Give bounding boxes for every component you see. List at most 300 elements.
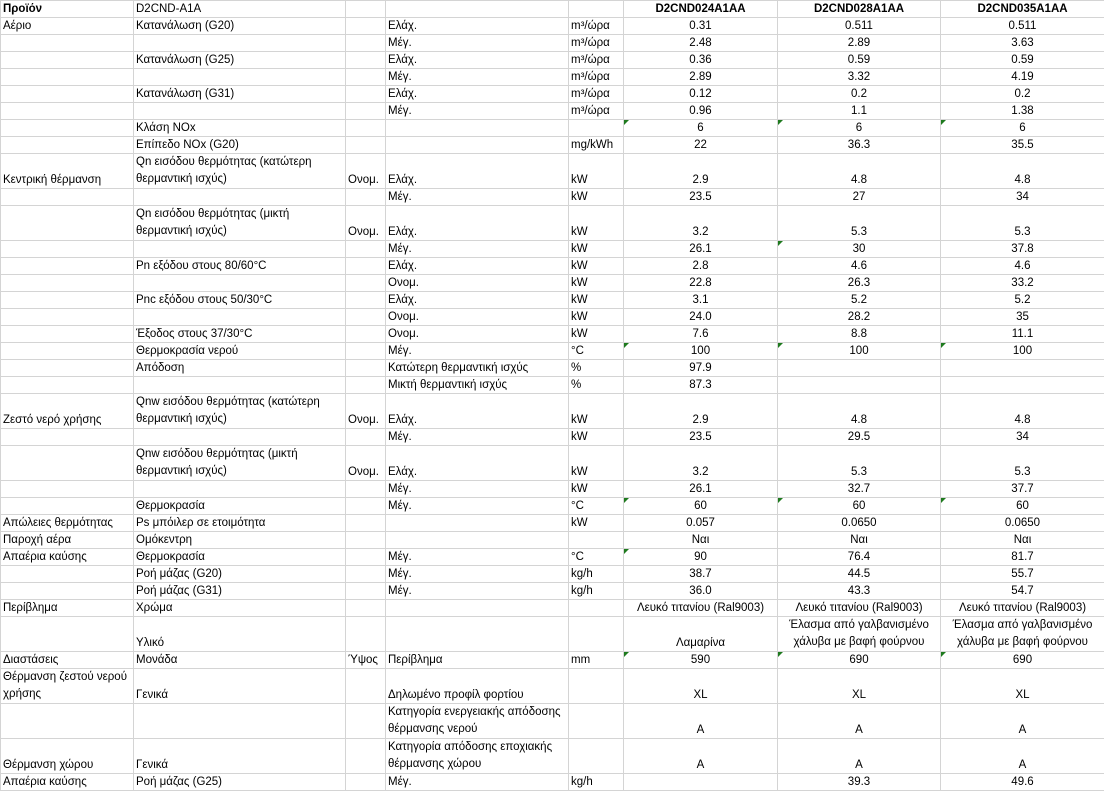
- table-cell[interactable]: 38.7: [624, 566, 778, 583]
- table-cell[interactable]: Έξοδος στους 37/30°C: [134, 326, 346, 343]
- table-cell[interactable]: [346, 549, 386, 566]
- table-cell[interactable]: [346, 275, 386, 292]
- table-cell[interactable]: [1, 498, 134, 515]
- table-cell[interactable]: 37.7: [941, 481, 1104, 498]
- table-cell[interactable]: 0.511: [941, 18, 1104, 35]
- table-cell[interactable]: Κατώτερη θερμαντική ισχύς: [386, 360, 569, 377]
- table-cell[interactable]: kg/h: [569, 774, 624, 791]
- table-cell[interactable]: Θερμοκρασία: [134, 549, 346, 566]
- table-cell[interactable]: Απόδοση: [134, 360, 346, 377]
- table-cell[interactable]: 35.5: [941, 137, 1104, 154]
- table-cell[interactable]: [346, 189, 386, 206]
- table-cell[interactable]: [1, 189, 134, 206]
- table-cell[interactable]: [1, 206, 134, 241]
- table-cell[interactable]: D2CND035A1AA: [941, 1, 1104, 18]
- table-cell[interactable]: [569, 617, 624, 652]
- table-cell[interactable]: m³/ώρα: [569, 86, 624, 103]
- table-cell[interactable]: Μικτή θερμαντική ισχύς: [386, 377, 569, 394]
- table-cell[interactable]: [778, 360, 941, 377]
- table-cell[interactable]: Μέγ.: [386, 583, 569, 600]
- table-cell[interactable]: [346, 1, 386, 18]
- table-cell[interactable]: Γενικά: [134, 739, 346, 774]
- table-cell[interactable]: Περίβλημα: [1, 600, 134, 617]
- table-cell[interactable]: %: [569, 360, 624, 377]
- table-cell[interactable]: Λαμαρίνα: [624, 617, 778, 652]
- table-cell[interactable]: Pn εξόδου στους 80/60°C: [134, 258, 346, 275]
- table-cell[interactable]: [134, 481, 346, 498]
- table-cell[interactable]: [1, 86, 134, 103]
- table-cell[interactable]: [346, 241, 386, 258]
- table-cell[interactable]: 36.0: [624, 583, 778, 600]
- table-cell[interactable]: [569, 739, 624, 774]
- table-cell[interactable]: [941, 360, 1104, 377]
- table-cell[interactable]: Κατανάλωση (G31): [134, 86, 346, 103]
- table-cell[interactable]: Λευκό τιτανίου (Ral9003): [778, 600, 941, 617]
- table-cell[interactable]: 34: [941, 429, 1104, 446]
- table-cell[interactable]: [346, 103, 386, 120]
- table-cell[interactable]: 5.3: [778, 446, 941, 481]
- table-cell[interactable]: [346, 583, 386, 600]
- table-cell[interactable]: kg/h: [569, 583, 624, 600]
- table-cell[interactable]: [346, 326, 386, 343]
- table-cell[interactable]: 5.2: [941, 292, 1104, 309]
- table-cell[interactable]: Δηλωμένο προφίλ φορτίου: [386, 669, 569, 704]
- table-cell[interactable]: Μέγ.: [386, 774, 569, 791]
- table-cell[interactable]: [346, 429, 386, 446]
- table-cell[interactable]: [1, 377, 134, 394]
- table-cell[interactable]: [346, 35, 386, 52]
- table-cell[interactable]: 35: [941, 309, 1104, 326]
- table-cell[interactable]: 4.8: [941, 154, 1104, 189]
- table-cell[interactable]: [346, 532, 386, 549]
- table-cell[interactable]: A: [778, 739, 941, 774]
- table-cell[interactable]: 3.32: [778, 69, 941, 86]
- table-cell[interactable]: °C: [569, 498, 624, 515]
- table-cell[interactable]: 54.7: [941, 583, 1104, 600]
- table-cell[interactable]: m³/ώρα: [569, 35, 624, 52]
- table-cell[interactable]: 2.9: [624, 154, 778, 189]
- table-cell[interactable]: kW: [569, 446, 624, 481]
- table-cell[interactable]: Παροχή αέρα: [1, 532, 134, 549]
- table-cell[interactable]: A: [624, 739, 778, 774]
- table-cell[interactable]: 90: [624, 549, 778, 566]
- table-cell[interactable]: [346, 69, 386, 86]
- table-cell[interactable]: 60: [778, 498, 941, 515]
- table-cell[interactable]: [134, 103, 346, 120]
- table-cell[interactable]: 5.3: [941, 446, 1104, 481]
- table-cell[interactable]: Απαέρια καύσης: [1, 549, 134, 566]
- table-cell[interactable]: 26.3: [778, 275, 941, 292]
- table-cell[interactable]: [1, 103, 134, 120]
- table-cell[interactable]: Ροή μάζας (G31): [134, 583, 346, 600]
- table-cell[interactable]: 26.1: [624, 481, 778, 498]
- table-cell[interactable]: [386, 515, 569, 532]
- table-cell[interactable]: Απώλειες θερμότητας: [1, 515, 134, 532]
- table-cell[interactable]: [386, 532, 569, 549]
- table-cell[interactable]: Ναι: [778, 532, 941, 549]
- table-cell[interactable]: 6: [941, 120, 1104, 137]
- table-cell[interactable]: D2CND024A1AA: [624, 1, 778, 18]
- table-cell[interactable]: kW: [569, 275, 624, 292]
- table-cell[interactable]: [346, 137, 386, 154]
- table-cell[interactable]: mm: [569, 652, 624, 669]
- table-cell[interactable]: [346, 120, 386, 137]
- table-cell[interactable]: Αέριο: [1, 18, 134, 35]
- table-cell[interactable]: 22.8: [624, 275, 778, 292]
- table-cell[interactable]: Pnc εξόδου στους 50/30°C: [134, 292, 346, 309]
- table-cell[interactable]: °C: [569, 549, 624, 566]
- table-cell[interactable]: Μέγ.: [386, 69, 569, 86]
- table-cell[interactable]: [624, 774, 778, 791]
- table-cell[interactable]: 33.2: [941, 275, 1104, 292]
- table-cell[interactable]: kW: [569, 394, 624, 429]
- table-cell[interactable]: Ονομ.: [386, 326, 569, 343]
- table-cell[interactable]: Μέγ.: [386, 498, 569, 515]
- table-cell[interactable]: Μέγ.: [386, 549, 569, 566]
- table-cell[interactable]: [346, 600, 386, 617]
- table-cell[interactable]: [346, 481, 386, 498]
- table-cell[interactable]: A: [941, 704, 1104, 739]
- table-cell[interactable]: [134, 309, 346, 326]
- table-cell[interactable]: 0.59: [778, 52, 941, 69]
- table-cell[interactable]: Έλασμα από γαλβανισμένο χάλυβα με βαφή φούρνου: [778, 617, 941, 652]
- table-cell[interactable]: Μονάδα: [134, 652, 346, 669]
- table-cell[interactable]: [134, 429, 346, 446]
- table-cell[interactable]: m³/ώρα: [569, 52, 624, 69]
- table-cell[interactable]: 4.8: [941, 394, 1104, 429]
- table-cell[interactable]: kW: [569, 241, 624, 258]
- table-cell[interactable]: 0.36: [624, 52, 778, 69]
- table-cell[interactable]: [1, 137, 134, 154]
- table-cell[interactable]: Ps μπόιλερ σε ετοιμότητα: [134, 515, 346, 532]
- table-cell[interactable]: Θέρμανση χώρου: [1, 739, 134, 774]
- table-cell[interactable]: 7.6: [624, 326, 778, 343]
- table-cell[interactable]: 4.19: [941, 69, 1104, 86]
- table-cell[interactable]: Ελάχ.: [386, 258, 569, 275]
- table-cell[interactable]: 5.3: [941, 206, 1104, 241]
- table-cell[interactable]: Περίβλημα: [386, 652, 569, 669]
- table-cell[interactable]: 690: [941, 652, 1104, 669]
- table-cell[interactable]: [1, 292, 134, 309]
- table-cell[interactable]: mg/kWh: [569, 137, 624, 154]
- table-cell[interactable]: XL: [941, 669, 1104, 704]
- table-cell[interactable]: Ελάχ.: [386, 394, 569, 429]
- table-cell[interactable]: Ροή μάζας (G20): [134, 566, 346, 583]
- table-cell[interactable]: [346, 343, 386, 360]
- table-cell[interactable]: kW: [569, 429, 624, 446]
- table-cell[interactable]: 11.1: [941, 326, 1104, 343]
- table-cell[interactable]: [1, 446, 134, 481]
- table-cell[interactable]: kW: [569, 292, 624, 309]
- table-cell[interactable]: 100: [624, 343, 778, 360]
- table-cell[interactable]: [346, 669, 386, 704]
- table-cell[interactable]: 43.3: [778, 583, 941, 600]
- table-cell[interactable]: [346, 515, 386, 532]
- table-cell[interactable]: 590: [624, 652, 778, 669]
- table-cell[interactable]: A: [624, 704, 778, 739]
- table-cell[interactable]: 44.5: [778, 566, 941, 583]
- table-cell[interactable]: 30: [778, 241, 941, 258]
- table-cell[interactable]: 36.3: [778, 137, 941, 154]
- table-cell[interactable]: 26.1: [624, 241, 778, 258]
- table-cell[interactable]: Κλάση NOx: [134, 120, 346, 137]
- table-cell[interactable]: Προϊόν: [1, 1, 134, 18]
- table-cell[interactable]: 8.8: [778, 326, 941, 343]
- table-cell[interactable]: 76.4: [778, 549, 941, 566]
- table-cell[interactable]: 4.8: [778, 394, 941, 429]
- table-cell[interactable]: Μέγ.: [386, 566, 569, 583]
- table-cell[interactable]: [346, 292, 386, 309]
- table-cell[interactable]: 690: [778, 652, 941, 669]
- table-cell[interactable]: [346, 566, 386, 583]
- table-cell[interactable]: Ονομ.: [346, 446, 386, 481]
- table-cell[interactable]: Κατηγορία απόδοσης εποχιακής θέρμανσης χώρου: [386, 739, 569, 774]
- table-cell[interactable]: 5.2: [778, 292, 941, 309]
- table-cell[interactable]: A: [778, 704, 941, 739]
- table-cell[interactable]: Θέρμανση ζεστού νερού χρήσης: [1, 669, 134, 704]
- table-cell[interactable]: Ελάχ.: [386, 86, 569, 103]
- table-cell[interactable]: 27: [778, 189, 941, 206]
- table-cell[interactable]: Μέγ.: [386, 189, 569, 206]
- table-cell[interactable]: 0.31: [624, 18, 778, 35]
- table-cell[interactable]: 29.5: [778, 429, 941, 446]
- table-cell[interactable]: 5.3: [778, 206, 941, 241]
- table-cell[interactable]: m³/ώρα: [569, 69, 624, 86]
- table-cell[interactable]: [569, 600, 624, 617]
- table-cell[interactable]: 0.0650: [941, 515, 1104, 532]
- table-cell[interactable]: 0.2: [778, 86, 941, 103]
- table-cell[interactable]: [386, 600, 569, 617]
- table-cell[interactable]: Κατηγορία ενεργειακής απόδοσης θέρμανσης νερού: [386, 704, 569, 739]
- table-cell[interactable]: 22: [624, 137, 778, 154]
- table-cell[interactable]: 34: [941, 189, 1104, 206]
- table-cell[interactable]: [1, 429, 134, 446]
- table-cell[interactable]: [1, 343, 134, 360]
- table-cell[interactable]: °C: [569, 343, 624, 360]
- table-cell[interactable]: [134, 35, 346, 52]
- table-cell[interactable]: Επίπεδο NOx (G20): [134, 137, 346, 154]
- table-cell[interactable]: 0.057: [624, 515, 778, 532]
- table-cell[interactable]: Ελάχ.: [386, 52, 569, 69]
- table-cell[interactable]: Ονομ.: [386, 309, 569, 326]
- table-cell[interactable]: [134, 241, 346, 258]
- table-cell[interactable]: %: [569, 377, 624, 394]
- table-cell[interactable]: 23.5: [624, 429, 778, 446]
- table-cell[interactable]: 6: [778, 120, 941, 137]
- table-cell[interactable]: 0.0650: [778, 515, 941, 532]
- table-cell[interactable]: Qnw εισόδου θερμότητας (κατώτερη θερμαντική ισχύς): [134, 394, 346, 429]
- table-cell[interactable]: Qnw εισόδου θερμότητας (μικτή θερμαντική ισχύς): [134, 446, 346, 481]
- table-cell[interactable]: 32.7: [778, 481, 941, 498]
- table-cell[interactable]: Διαστάσεις: [1, 652, 134, 669]
- table-cell[interactable]: Λευκό τιτανίου (Ral9003): [941, 600, 1104, 617]
- table-cell[interactable]: 3.63: [941, 35, 1104, 52]
- table-cell[interactable]: Χρώμα: [134, 600, 346, 617]
- table-cell[interactable]: Μέγ.: [386, 103, 569, 120]
- table-cell[interactable]: Λευκό τιτανίου (Ral9003): [624, 600, 778, 617]
- table-cell[interactable]: kW: [569, 258, 624, 275]
- table-cell[interactable]: Κεντρική θέρμανση: [1, 154, 134, 189]
- table-cell[interactable]: Θερμοκρασία νερού: [134, 343, 346, 360]
- table-cell[interactable]: kW: [569, 309, 624, 326]
- table-cell[interactable]: D2CND028A1AA: [778, 1, 941, 18]
- table-cell[interactable]: Μέγ.: [386, 481, 569, 498]
- table-cell[interactable]: 100: [941, 343, 1104, 360]
- table-cell[interactable]: [1, 583, 134, 600]
- table-cell[interactable]: 2.9: [624, 394, 778, 429]
- table-cell[interactable]: 2.89: [624, 69, 778, 86]
- table-cell[interactable]: [1, 241, 134, 258]
- table-cell[interactable]: [569, 669, 624, 704]
- table-cell[interactable]: [1, 360, 134, 377]
- table-cell[interactable]: [386, 120, 569, 137]
- table-cell[interactable]: [346, 52, 386, 69]
- table-cell[interactable]: 60: [624, 498, 778, 515]
- table-cell[interactable]: [346, 360, 386, 377]
- table-cell[interactable]: [386, 137, 569, 154]
- table-cell[interactable]: [386, 617, 569, 652]
- table-cell[interactable]: 60: [941, 498, 1104, 515]
- table-cell[interactable]: Qn εισόδου θερμότητας (κατώτερη θερμαντική ισχύς): [134, 154, 346, 189]
- table-cell[interactable]: Κατανάλωση (G25): [134, 52, 346, 69]
- table-cell[interactable]: Έλασμα από γαλβανισμένο χάλυβα με βαφή φούρνου: [941, 617, 1104, 652]
- table-cell[interactable]: [1, 275, 134, 292]
- table-cell[interactable]: [346, 309, 386, 326]
- table-cell[interactable]: 87.3: [624, 377, 778, 394]
- table-cell[interactable]: 37.8: [941, 241, 1104, 258]
- table-cell[interactable]: Ναι: [624, 532, 778, 549]
- table-cell[interactable]: [346, 18, 386, 35]
- table-cell[interactable]: 2.89: [778, 35, 941, 52]
- table-cell[interactable]: 0.96: [624, 103, 778, 120]
- table-cell[interactable]: Ροή μάζας (G25): [134, 774, 346, 791]
- table-cell[interactable]: [1, 566, 134, 583]
- table-cell[interactable]: [346, 86, 386, 103]
- table-cell[interactable]: kW: [569, 206, 624, 241]
- table-cell[interactable]: [569, 532, 624, 549]
- table-cell[interactable]: 0.12: [624, 86, 778, 103]
- table-cell[interactable]: [1, 326, 134, 343]
- table-cell[interactable]: [346, 617, 386, 652]
- table-cell[interactable]: [346, 739, 386, 774]
- table-cell[interactable]: 24.0: [624, 309, 778, 326]
- table-cell[interactable]: Ζεστό νερό χρήσης: [1, 394, 134, 429]
- table-cell[interactable]: 3.2: [624, 206, 778, 241]
- table-cell[interactable]: 23.5: [624, 189, 778, 206]
- table-cell[interactable]: [569, 704, 624, 739]
- table-cell[interactable]: 6: [624, 120, 778, 137]
- table-cell[interactable]: 4.8: [778, 154, 941, 189]
- table-cell[interactable]: 4.6: [778, 258, 941, 275]
- table-cell[interactable]: m³/ώρα: [569, 18, 624, 35]
- table-cell[interactable]: [1, 120, 134, 137]
- table-cell[interactable]: 3.2: [624, 446, 778, 481]
- table-cell[interactable]: 100: [778, 343, 941, 360]
- table-cell[interactable]: kW: [569, 481, 624, 498]
- table-cell[interactable]: [1, 35, 134, 52]
- table-cell[interactable]: [134, 377, 346, 394]
- table-cell[interactable]: 4.6: [941, 258, 1104, 275]
- table-cell[interactable]: XL: [778, 669, 941, 704]
- table-cell[interactable]: [346, 774, 386, 791]
- table-cell[interactable]: Μέγ.: [386, 35, 569, 52]
- table-cell[interactable]: Ύψος: [346, 652, 386, 669]
- table-cell[interactable]: Απαέρια καύσης: [1, 774, 134, 791]
- table-cell[interactable]: Γενικά: [134, 669, 346, 704]
- table-cell[interactable]: Μέγ.: [386, 429, 569, 446]
- table-cell[interactable]: A: [941, 739, 1104, 774]
- table-cell[interactable]: Ελάχ.: [386, 446, 569, 481]
- table-cell[interactable]: 81.7: [941, 549, 1104, 566]
- table-cell[interactable]: [1, 309, 134, 326]
- table-cell[interactable]: 1.38: [941, 103, 1104, 120]
- table-cell[interactable]: m³/ώρα: [569, 103, 624, 120]
- table-cell[interactable]: [346, 258, 386, 275]
- table-cell[interactable]: 0.59: [941, 52, 1104, 69]
- table-cell[interactable]: [346, 498, 386, 515]
- table-cell[interactable]: Ελάχ.: [386, 292, 569, 309]
- table-cell[interactable]: 97.9: [624, 360, 778, 377]
- table-cell[interactable]: Ελάχ.: [386, 18, 569, 35]
- table-cell[interactable]: kW: [569, 326, 624, 343]
- table-cell[interactable]: Ονομ.: [346, 394, 386, 429]
- table-cell[interactable]: kW: [569, 154, 624, 189]
- table-cell[interactable]: [1, 258, 134, 275]
- table-cell[interactable]: XL: [624, 669, 778, 704]
- table-cell[interactable]: [134, 275, 346, 292]
- table-cell[interactable]: kW: [569, 189, 624, 206]
- table-cell[interactable]: 1.1: [778, 103, 941, 120]
- table-cell[interactable]: [1, 704, 134, 739]
- table-cell[interactable]: Ελάχ.: [386, 206, 569, 241]
- table-cell[interactable]: [1, 481, 134, 498]
- table-cell[interactable]: Μέγ.: [386, 241, 569, 258]
- table-cell[interactable]: 0.511: [778, 18, 941, 35]
- table-cell[interactable]: Ονομ.: [386, 275, 569, 292]
- table-cell[interactable]: [1, 52, 134, 69]
- table-cell[interactable]: Ονομ.: [346, 206, 386, 241]
- table-cell[interactable]: kg/h: [569, 566, 624, 583]
- table-cell[interactable]: Ομόκεντρη: [134, 532, 346, 549]
- table-cell[interactable]: Υλικό: [134, 617, 346, 652]
- table-cell[interactable]: [346, 704, 386, 739]
- table-cell[interactable]: 2.8: [624, 258, 778, 275]
- table-cell[interactable]: [569, 1, 624, 18]
- table-cell[interactable]: D2CND-A1A: [134, 1, 346, 18]
- table-cell[interactable]: [134, 704, 346, 739]
- table-cell[interactable]: [941, 377, 1104, 394]
- table-cell[interactable]: [134, 189, 346, 206]
- table-cell[interactable]: 2.48: [624, 35, 778, 52]
- table-cell[interactable]: kW: [569, 515, 624, 532]
- table-cell[interactable]: 39.3: [778, 774, 941, 791]
- table-cell[interactable]: Θερμοκρασία: [134, 498, 346, 515]
- table-cell[interactable]: Ελάχ.: [386, 154, 569, 189]
- table-cell[interactable]: Ναι: [941, 532, 1104, 549]
- table-cell[interactable]: [134, 69, 346, 86]
- table-cell[interactable]: 49.6: [941, 774, 1104, 791]
- table-cell[interactable]: 55.7: [941, 566, 1104, 583]
- table-cell[interactable]: [569, 120, 624, 137]
- table-cell[interactable]: Κατανάλωση (G20): [134, 18, 346, 35]
- table-cell[interactable]: 3.1: [624, 292, 778, 309]
- table-cell[interactable]: 0.2: [941, 86, 1104, 103]
- table-cell[interactable]: Qn εισόδου θερμότητας (μικτή θερμαντική ισχύς): [134, 206, 346, 241]
- table-cell[interactable]: 28.2: [778, 309, 941, 326]
- table-cell[interactable]: [1, 617, 134, 652]
- table-cell[interactable]: [1, 69, 134, 86]
- table-cell[interactable]: [346, 377, 386, 394]
